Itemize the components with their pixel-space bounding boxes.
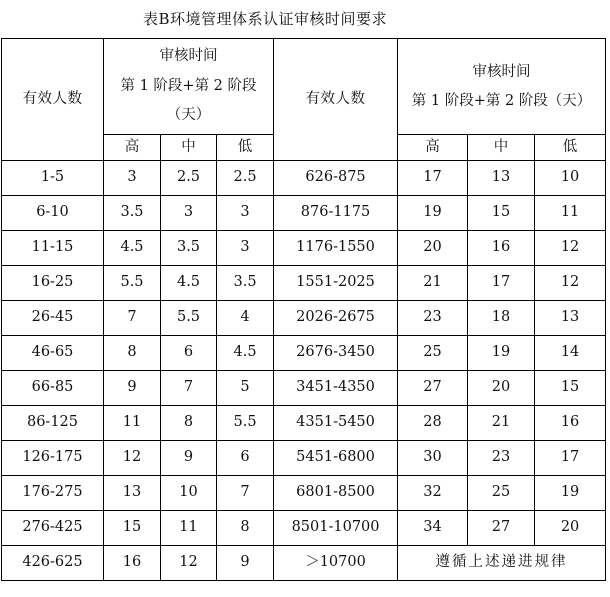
cell-left-high: 13 <box>104 476 161 511</box>
header-stage-days-label: 第 1 阶段+第 2 阶段（天） <box>411 92 592 109</box>
table-row-last <box>2 546 606 581</box>
cell-left-low: 3 <box>217 196 274 231</box>
cell-left-low: 2.5 <box>217 161 274 196</box>
table-row <box>2 371 606 406</box>
cell-left-low: 4 <box>217 301 274 336</box>
cell-right-low: 14 <box>535 336 606 371</box>
header-stage-label: 第 1 阶段+第 2 阶段 <box>120 77 257 94</box>
cell-right-range: 2676-3450 <box>274 336 398 371</box>
cell-left-medium: 11 <box>161 511 217 546</box>
cell-right-high: 28 <box>398 406 468 441</box>
cell-right-high: 30 <box>398 441 468 476</box>
cell-left-high: 16 <box>104 546 161 581</box>
table-row <box>2 441 606 476</box>
table-row <box>2 511 606 546</box>
cell-left-medium: 7 <box>161 371 217 406</box>
cell-right-high: 23 <box>398 301 468 336</box>
cell-left-high: 8 <box>104 336 161 371</box>
cell-left-range: 66-85 <box>2 371 104 406</box>
cell-left-medium: 8 <box>161 406 217 441</box>
cell-left-range: 11-15 <box>2 231 104 266</box>
header-low-left: 低 <box>217 135 274 161</box>
cell-right-range: 4351-5450 <box>274 406 398 441</box>
cell-right-high: 27 <box>398 371 468 406</box>
cell-left-low: 5 <box>217 371 274 406</box>
cell-right-medium: 18 <box>468 301 535 336</box>
cell-right-high: 20 <box>398 231 468 266</box>
cell-right-low: 15 <box>535 371 606 406</box>
cell-left-medium: 2.5 <box>161 161 217 196</box>
cell-right-low: 10 <box>535 161 606 196</box>
cell-left-medium: 6 <box>161 336 217 371</box>
cell-left-range: 176-275 <box>2 476 104 511</box>
cell-left-medium: 12 <box>161 546 217 581</box>
cell-left-range: 1-5 <box>2 161 104 196</box>
cell-right-low: 12 <box>535 231 606 266</box>
table-row <box>2 476 606 511</box>
cell-right-range: 626-875 <box>274 161 398 196</box>
cell-left-high: 7 <box>104 301 161 336</box>
cell-right-low: 20 <box>535 511 606 546</box>
cell-left-medium: 5.5 <box>161 301 217 336</box>
cell-left-medium: 10 <box>161 476 217 511</box>
cell-right-high: 34 <box>398 511 468 546</box>
cell-right-medium: 16 <box>468 231 535 266</box>
cell-right-high: 17 <box>398 161 468 196</box>
cell-left-range: 86-125 <box>2 406 104 441</box>
cell-right-medium: 21 <box>468 406 535 441</box>
cell-right-range: 3451-4350 <box>274 371 398 406</box>
cell-left-low: 9 <box>217 546 274 581</box>
cell-left-range: 276-425 <box>2 511 104 546</box>
cell-right-range: 2026-2675 <box>274 301 398 336</box>
cell-right-low: 12 <box>535 266 606 301</box>
cell-left-high: 5.5 <box>104 266 161 301</box>
cell-left-range: 16-25 <box>2 266 104 301</box>
cell-right-medium: 15 <box>468 196 535 231</box>
header-audit-time-label: 审核时间 <box>472 63 531 80</box>
cell-right-medium: 25 <box>468 476 535 511</box>
header-high-right: 高 <box>398 135 468 161</box>
cell-right-range: 1176-1550 <box>274 231 398 266</box>
cell-left-low: 8 <box>217 511 274 546</box>
cell-right-range: 6801-8500 <box>274 476 398 511</box>
table-row <box>2 336 606 371</box>
cell-left-high: 3.5 <box>104 196 161 231</box>
header-medium-left: 中 <box>161 135 217 161</box>
cell-right-range: 8501-10700 <box>274 511 398 546</box>
cell-right-low: 17 <box>535 441 606 476</box>
table-row <box>2 231 606 266</box>
cell-right-medium: 19 <box>468 336 535 371</box>
cell-left-range: 26-45 <box>2 301 104 336</box>
cell-right-medium: 20 <box>468 371 535 406</box>
table-caption: 表B环境管理体系认证审核时间要求 <box>142 10 388 28</box>
cell-right-high: 25 <box>398 336 468 371</box>
cell-left-high: 9 <box>104 371 161 406</box>
cell-right-merged-note: 遵循上述递进规律 <box>398 546 606 581</box>
cell-right-low: 11 <box>535 196 606 231</box>
cell-left-low: 7 <box>217 476 274 511</box>
cell-left-medium: 9 <box>161 441 217 476</box>
table-row <box>2 196 606 231</box>
cell-left-medium: 4.5 <box>161 266 217 301</box>
cell-right-low: 19 <box>535 476 606 511</box>
cell-right-medium: 13 <box>468 161 535 196</box>
cell-left-high: 3 <box>104 161 161 196</box>
cell-right-high: 19 <box>398 196 468 231</box>
cell-left-medium: 3 <box>161 196 217 231</box>
header-audit-time-label: 审核时间 <box>159 47 218 64</box>
cell-left-low: 4.5 <box>217 336 274 371</box>
header-audit-time-left <box>104 39 274 135</box>
cell-right-medium: 17 <box>468 266 535 301</box>
cell-right-high: 32 <box>398 476 468 511</box>
cell-left-low: 3.5 <box>217 266 274 301</box>
cell-left-high: 15 <box>104 511 161 546</box>
cell-left-high: 12 <box>104 441 161 476</box>
cell-left-low: 6 <box>217 441 274 476</box>
cell-left-high: 4.5 <box>104 231 161 266</box>
cell-right-range: ＞10700 <box>274 546 398 581</box>
header-effective-persons-right: 有效人数 <box>274 39 398 161</box>
header-audit-time-right <box>398 39 606 135</box>
cell-left-range: 426-625 <box>2 546 104 581</box>
cell-right-range: 5451-6800 <box>274 441 398 476</box>
audit-time-table <box>1 38 606 581</box>
cell-left-range: 126-175 <box>2 441 104 476</box>
cell-right-low: 16 <box>535 406 606 441</box>
cell-left-range: 46-65 <box>2 336 104 371</box>
header-low-right: 低 <box>535 135 606 161</box>
cell-left-range: 6-10 <box>2 196 104 231</box>
cell-right-range: 876-1175 <box>274 196 398 231</box>
cell-right-high: 21 <box>398 266 468 301</box>
cell-left-medium: 3.5 <box>161 231 217 266</box>
table-row <box>2 406 606 441</box>
table-row <box>2 161 606 196</box>
cell-left-low: 3 <box>217 231 274 266</box>
cell-right-medium: 23 <box>468 441 535 476</box>
header-high-left: 高 <box>104 135 161 161</box>
table-row <box>2 266 606 301</box>
cell-left-high: 11 <box>104 406 161 441</box>
table-row <box>2 301 606 336</box>
cell-right-low: 13 <box>535 301 606 336</box>
header-medium-right: 中 <box>468 135 535 161</box>
cell-left-low: 5.5 <box>217 406 274 441</box>
header-effective-persons-left: 有效人数 <box>2 39 104 161</box>
header-row-top <box>2 39 606 135</box>
cell-right-medium: 27 <box>468 511 535 546</box>
cell-right-range: 1551-2025 <box>274 266 398 301</box>
header-days-label: （天） <box>166 107 211 124</box>
